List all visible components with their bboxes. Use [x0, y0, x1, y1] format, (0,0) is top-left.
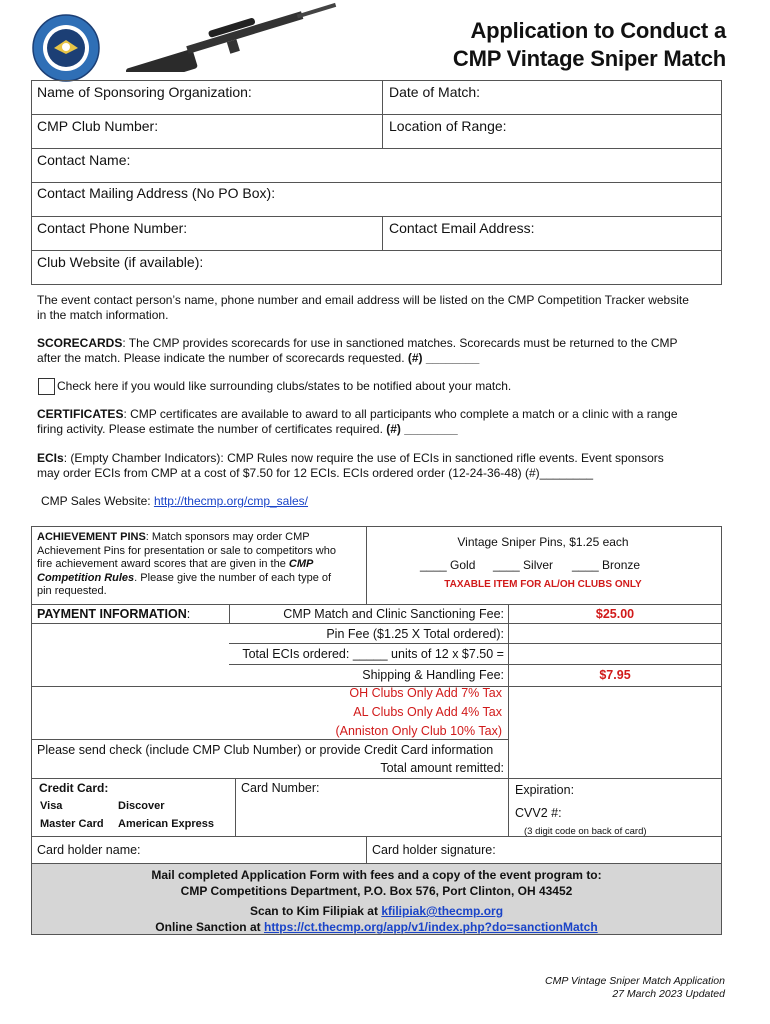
location-field[interactable]: Location of Range:	[389, 118, 507, 134]
anniston-tax-label: (Anniston Only Club 10% Tax)	[335, 724, 502, 738]
pin-fee-amount-field[interactable]	[510, 626, 720, 642]
card-holder-name-field[interactable]: Card holder name:	[37, 843, 141, 857]
footer-title: CMP Vintage Sniper Match Application	[545, 975, 725, 987]
shipping-label: Shipping & Handling Fee:	[362, 668, 504, 682]
total-ecis-label: Total ECIs ordered: _____ units of 12 x $7.50 =	[242, 647, 504, 661]
discover-option[interactable]: Discover	[118, 800, 165, 812]
expiration-field[interactable]: Expiration:	[515, 783, 575, 797]
silver-pin-count[interactable]: ____ Silver	[493, 558, 554, 572]
send-check-text: Please send check (include CMP Club Number) or provide Credit Card information	[37, 743, 494, 757]
visa-option[interactable]: Visa	[40, 800, 63, 812]
ecis-section: ECIs: (Empty Chamber Indicators): CMP Rules now require the use of ECIs in sanctioned rifle events. Event sponsors may order ECIs from CMP at a cost of $7.50 for 12 ECIs. ECIs ordered order (12-24-36-48) (#)________	[37, 451, 664, 480]
phone-field[interactable]: Contact Phone Number:	[37, 220, 188, 236]
sales-website-link[interactable]: http://thecmp.org/cmp_sales/	[153, 494, 309, 508]
amex-option[interactable]: American Express	[118, 818, 214, 830]
credit-card-label: Credit Card:	[39, 781, 109, 795]
sales-website: CMP Sales Website: http://thecmp.org/cmp_sales/	[41, 494, 309, 508]
taxable-notice: TAXABLE ITEM FOR AL/OH CLUBS ONLY	[444, 579, 642, 590]
card-holder-signature-field[interactable]: Card holder signature:	[372, 843, 496, 857]
club-number-field[interactable]: CMP Club Number:	[37, 118, 159, 134]
scan-email-link[interactable]: kfilipiak@thecmp.org	[381, 904, 504, 918]
mastercard-option[interactable]: Master Card	[40, 818, 104, 830]
oh-tax-label: OH Clubs Only Add 7% Tax	[349, 686, 502, 700]
certificates-section: CERTIFICATES: CMP certificates are available to award to all participants who complete a match or a clinic with a range firing activity. Please estimate the number of certificates required. (#) ________	[37, 407, 678, 436]
scorecards-count-blank[interactable]: (#) ________	[407, 351, 480, 365]
payment-info-label: PAYMENT INFORMATION:	[37, 607, 191, 621]
contact-notice: The event contact person’s name, phone number and email address will be listed on the CMP Competition Tracker website in the match information.	[37, 293, 689, 322]
title-line-1: Application to Conduct a	[470, 18, 726, 43]
sponsoring-org-field[interactable]: Name of Sponsoring Organization:	[37, 84, 252, 100]
total-remitted-label: Total amount remitted:	[380, 761, 504, 775]
ecis-amount-field[interactable]	[510, 646, 720, 662]
sniper-pins-label: Vintage Sniper Pins, $1.25 each	[457, 535, 629, 549]
achievement-pins-text: ACHIEVEMENT PINS: Match sponsors may order CMP Achievement Pins for presentation or sale to competitors who fire achievement award scores that are given in the CMP Competition Rules. Please give the number of each type of pin requested.	[37, 531, 336, 597]
mail-instructions-text: Mail completed Application Form with fees and a copy of the event program to: CMP Competitions Department, P.O. Box 576, Port Clinton, OH 43452 Scan to Kim Filipiak at kfilipiak@thecmp.org Online Sanction at https://ct.thecmp.org/app/v1/index.php?do=sanctionMatch	[151, 868, 602, 934]
date-of-match-field[interactable]: Date of Match:	[389, 84, 481, 100]
bronze-pin-count[interactable]: ____ Bronze	[572, 558, 641, 572]
website-field[interactable]: Club Website (if available):	[37, 254, 204, 270]
sanction-fee-amount: $25.00	[595, 607, 635, 621]
certificates-count-blank[interactable]: (#) ________	[386, 422, 458, 436]
online-sanction-link[interactable]: https://ct.thecmp.org/app/v1/index.php?do=sanctionMatch	[263, 920, 598, 934]
contact-name-field[interactable]: Contact Name:	[37, 152, 131, 168]
cvv-field[interactable]: CVV2 #:	[515, 806, 562, 820]
sanction-fee-label: CMP Match and Clinic Sanctioning Fee:	[283, 607, 504, 621]
shipping-amount: $7.95	[599, 668, 631, 682]
footer-date: 27 March 2023 Updated	[612, 988, 725, 1000]
card-number-field[interactable]: Card Number:	[241, 781, 320, 795]
total-remitted-field[interactable]	[510, 742, 720, 776]
pin-fee-label: Pin Fee ($1.25 X Total ordered):	[326, 627, 504, 641]
rifle-image	[100, 2, 340, 72]
notify-checkbox[interactable]	[38, 378, 55, 395]
title-line-2: CMP Vintage Sniper Match	[452, 46, 726, 71]
notify-checkbox-label: Check here if you would like surrounding clubs/states to be notified about your match.	[57, 379, 512, 393]
mailing-address-field[interactable]: Contact Mailing Address (No PO Box):	[37, 185, 276, 201]
scorecards-section: SCORECARDS: The CMP provides scorecards for use in sanctioned matches. Scorecards must be returned to the CMP after the match. Please indicate the number of scorecards requested. (#) ________	[37, 336, 678, 365]
cmp-logo-seal	[32, 14, 100, 82]
email-field[interactable]: Contact Email Address:	[389, 220, 535, 236]
cvv-hint: (3 digit code on back of card)	[524, 826, 647, 837]
gold-pin-count[interactable]: ____ Gold	[420, 558, 476, 572]
al-tax-label: AL Clubs Only Add 4% Tax	[353, 705, 502, 719]
